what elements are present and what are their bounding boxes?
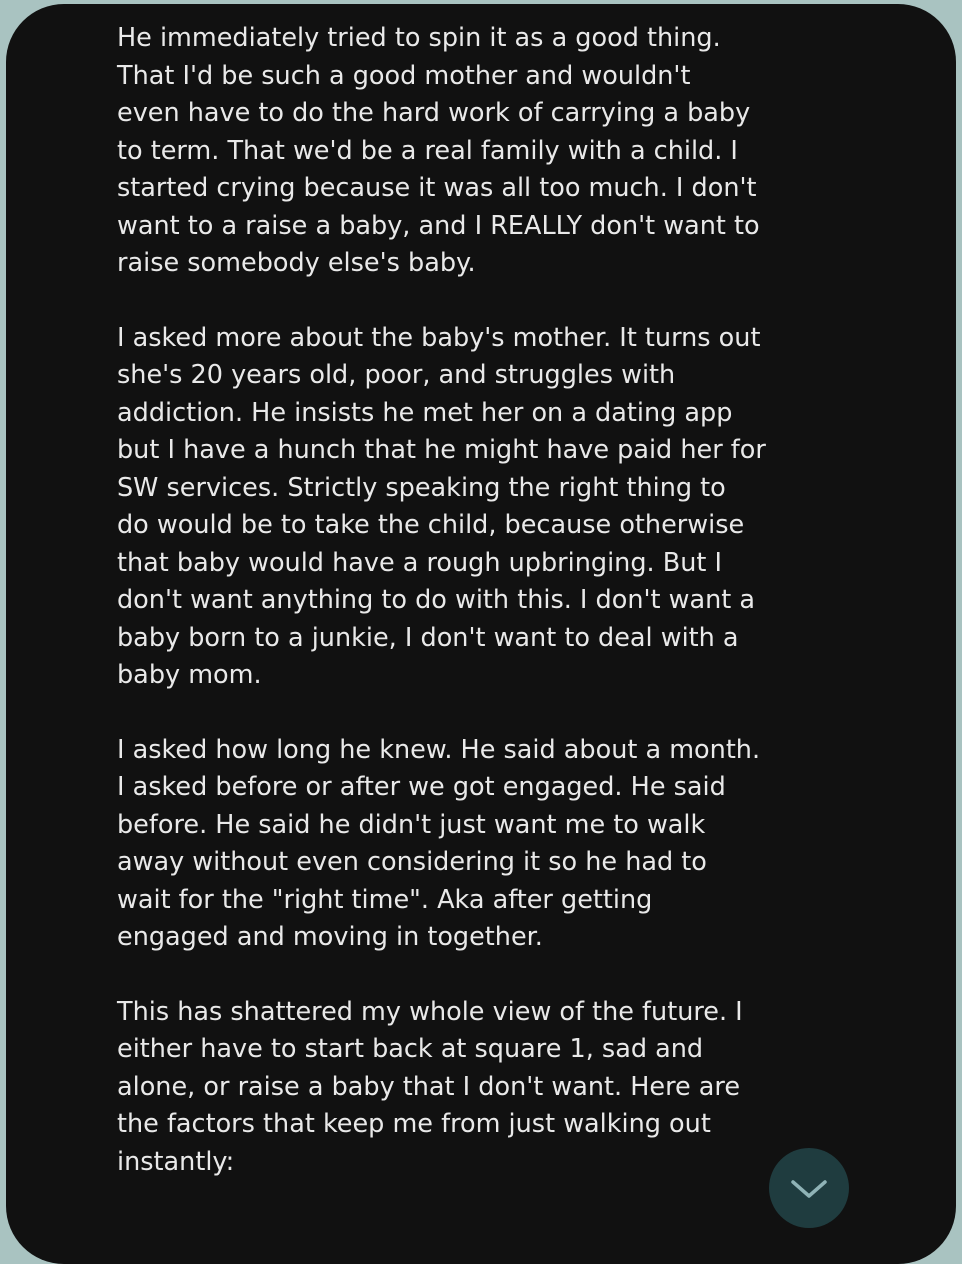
chevron-down-icon (789, 1166, 829, 1206)
post-paragraph: I asked how long he knew. He said about a month. I asked before or after we got engaged. He said before. He said he didn't just want me to walk away without even considering it so he had to wait for the "right time". Aka after getting engaged and moving in together. (117, 734, 761, 952)
post-card (6, 4, 956, 1264)
collapse-button[interactable] (769, 1148, 849, 1228)
post-paragraph: He immediately tried to spin it as a good thing. That I'd be such a good mother and wouldn't even have to do the hard work of carrying a baby to term. That we'd be a real family with a child. I started crying because it was all too much. I don't want to a raise a baby, and I REALLY don't want to raise somebody else's baby. (117, 23, 760, 278)
post-body (117, 20, 857, 1218)
post-paragraph: This has shattered my whole view of the future. I either have to start back at square 1, sad and alone, or raise a baby that I don't want. Here are the factors that keep me from just walking out instantly: (117, 996, 743, 1177)
post-paragraph: I asked more about the baby's mother. It turns out she's 20 years old, poor, and struggles with addiction. He insists he met her on a dating app but I have a hunch that he might have paid her for SW services. Strictly speaking the right thing to do would be to take the child, because otherwise that baby would have a rough upbringing. But I don't want anything to do with this. I don't want a baby born to a junkie, I don't want to deal with a baby mom. (117, 322, 766, 690)
